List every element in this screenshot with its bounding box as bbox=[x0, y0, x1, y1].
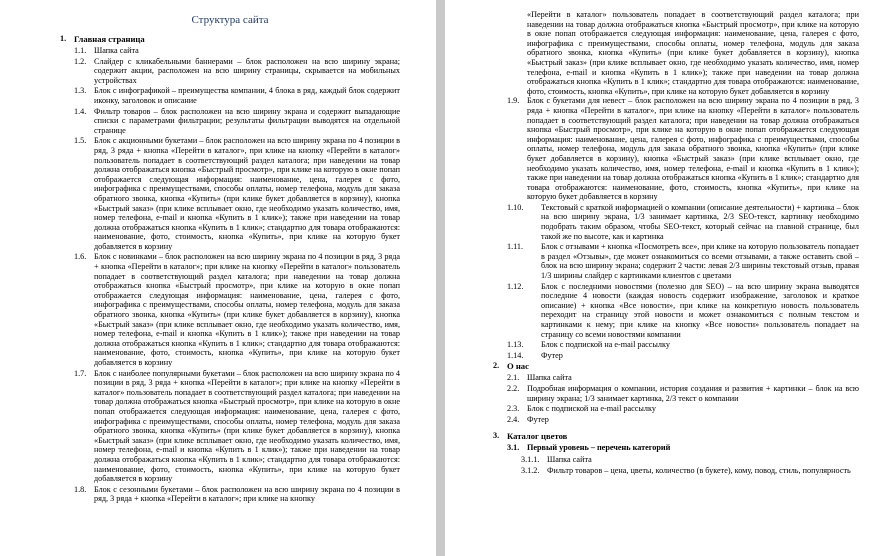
list-item bbox=[507, 384, 859, 403]
item-text: Шапка сайта bbox=[547, 454, 592, 464]
item-text: Главная страница bbox=[74, 34, 145, 44]
item-text: Фильтр товаров – блок расположен на всю ширину экрана и содержит выпадающие списки с параметрами фильтрации; результаты фильтрации выводятся на отдельной странице bbox=[94, 106, 400, 135]
item-text: Блок с подпиской на e-mail рассылку bbox=[541, 340, 670, 350]
item-text: Первый уровень – перечень категорий bbox=[527, 443, 671, 453]
list-item bbox=[74, 485, 400, 504]
left-page-body bbox=[60, 34, 400, 504]
item-text: Блок с последними новостями (полезно для SEO) – на всю ширину экрана выводятся последние 4 новости (каждая новость содержит изображение, заголовок и краткое описание) + кнопка «Все новости», при клике на конкретную новость пользователь переходит на страницу этой новости и может ознакомиться с полным текстом и картинками к нему; при клике на кнопку «Все новости» пользователь попадает на страницу со всеми новостями компании bbox=[541, 281, 859, 339]
section-heading bbox=[493, 361, 859, 372]
item-text: Блок с букетами для невест – блок расположен на всю ширину экрана по 4 позиции в ряд, 3 ряда + кнопка «Перейти в каталог», при клике на кнопку «Перейти в каталог» пользователь попадает в соответствующий раздел каталога; при наведении на товар должна отображаться кнопка «Быстрый просмотр», при клике на которую в окне попап отображается следующая информация: наименование, цена, галерея с фото, инфографика с преимуществами, способы оплаты, номер телефона, модуль для заказа обратного звонка, кнопка «Купить» (при клике букет добавляется в корзину), кнопка «Быстрый заказ» (при клике всплывает окно, где необходимо указать количество, имя, номер телефона, e-mail и кнопка «Купить в 1 клик»); также при наведении на товар должна отображаться кнопка «Купить в 1 клик»; стандартно для товара отображаются: наименование, фото, стоимость, кнопка «Купить», при клике на которую букет добавляется в корзину bbox=[527, 96, 859, 202]
item-text: Шапка сайта bbox=[94, 46, 139, 55]
item-number: 3.1. bbox=[507, 443, 520, 453]
list-subitem bbox=[521, 455, 859, 465]
page-gutter bbox=[436, 0, 445, 556]
item-text: Блок с сезонными букетами – блок расположен на всю ширину экрана по 4 позиции в ряд, 3 ряда + кнопка «Перейти в каталог»; при клике на кнопку bbox=[94, 484, 400, 504]
document-page-left bbox=[0, 0, 436, 556]
subsection-heading bbox=[507, 443, 859, 454]
item-number: 1.4. bbox=[74, 106, 87, 116]
section-heading bbox=[60, 34, 400, 45]
item-number: 1.7. bbox=[74, 368, 87, 378]
list-item bbox=[507, 340, 859, 350]
item-number: 2. bbox=[493, 361, 500, 371]
item-number: 1.6. bbox=[74, 252, 87, 262]
item-number: 2.4. bbox=[507, 414, 520, 424]
list-item bbox=[507, 96, 859, 202]
list-item bbox=[74, 369, 400, 484]
item-number: 1.12. bbox=[507, 281, 524, 291]
item-text: Подробная информация о компании, история создания и развития + картинки – блок на всю ширину экрана; 1/3 занимает картинка, 2/3 текст о компании bbox=[527, 383, 859, 403]
item-text: Слайдер с кликабельными баннерами – блок расположен на всю ширину экрана; содержит акции, расположен на всю ширину страницы, скрывается на мобильных устройствах bbox=[94, 56, 400, 85]
list-item bbox=[507, 404, 859, 414]
list-item bbox=[74, 46, 400, 56]
item-text: Блок с акционными букетами – блок расположен на всю ширину экрана по 4 позиции в ряд, 3 ряда + кнопка «Перейти в каталог», при клике на кнопку «Перейти в каталог» пользователь попадает в соответствующий раздел каталога; при наведении на товар должна отображаться кнопка «Быстрый просмотр», при клике на которую в окне попап отображается следующая информация: наименование, цена, галерея с фото, инфографика с преимуществами, способы оплаты, номер телефона, модуль для заказа обратного звонка, кнопка «Купить» (при клике букет добавляется в корзину), кнопка «Быстрый заказ» (при клике всплывает окно, где необходимо указать количество, имя, номер телефона, e-mail и кнопка «Купить в 1 клик»); также при наведении на товар должна отображаться кнопка «Купить в 1 клик»; стандартно для товара отображаются: наименование, фото, стоимость, кнопка «Купить», при клике на которую букет добавляется в корзину bbox=[94, 136, 400, 251]
document-title: Структура сайта bbox=[191, 14, 269, 26]
document-page-right bbox=[445, 0, 881, 556]
item-number: 2.3. bbox=[507, 404, 520, 414]
list-item bbox=[507, 282, 859, 340]
item-number: 3.1.2. bbox=[521, 465, 540, 475]
item-number: 1.9. bbox=[507, 96, 520, 106]
list-item bbox=[507, 203, 859, 241]
item-number: 1.10. bbox=[507, 202, 524, 212]
list-item bbox=[507, 415, 859, 425]
item-text: Фильтр товаров – цена, цветы, количество (в букете), кому, повод, стиль, популярность bbox=[547, 465, 851, 475]
item-number: 3. bbox=[493, 431, 500, 441]
item-text: Текстовый с краткой информацией о компании (описание деятельности) + картинка – блок на всю ширину экрана, 1/3 занимает картинка, 2/3 SEO-текст, картинку необходимо подобрать таким образом, чтобы SEO-текст, который сейчас на главной странице, был такой же по высоте, как и картинка bbox=[541, 202, 859, 241]
list-subitem bbox=[521, 466, 859, 476]
item-text: Каталог цветов bbox=[507, 431, 568, 442]
item-number: 1.2. bbox=[74, 56, 87, 66]
list-item bbox=[74, 252, 400, 367]
list-item bbox=[507, 242, 859, 280]
list-item bbox=[507, 351, 859, 361]
right-page-body bbox=[493, 10, 859, 475]
item-text: Блок с новинками – блок расположен на всю ширину экрана по 4 позиции в ряд, 3 ряда + кнопка «Перейти в каталог»; при клике на кнопку «Перейти в каталог» пользователь попадает в соответствующий раздел каталога; при наведении на товар должна отображаться кнопка «Быстрый просмотр», при клике на которую в окне попап отображается следующая информация: наименование, цена, галерея с фото, инфографика с преимуществами, способы оплаты, номер телефона, модуль для заказа обратного звонка, кнопка «Купить» (при клике букет добавляется в корзину), кнопка «Быстрый заказ» (при клике всплывает окно, где необходимо указать количество, имя, номер телефона, e-mail и кнопка «Купить в 1 клик»); также при наведении на товар должна отображаться кнопка «Купить в 1 клик»; стандартно для товара отображаются: наименование, фото, стоимость, кнопка «Купить», при клике на которую букет добавляется в корзину bbox=[94, 252, 400, 367]
item-text: О нас bbox=[507, 361, 529, 372]
list-item bbox=[74, 136, 400, 251]
item-text: Шапка сайта bbox=[527, 373, 572, 383]
section-heading bbox=[493, 431, 859, 442]
item-number: 1.13. bbox=[507, 340, 524, 350]
item-text: Блок с отзывами + кнопка «Посмотреть все», при клике на которую пользователь попадает в раздел «Отзывы», где может ознакомиться со всеми отзывами, а также оставить свой – блок на всю ширину экрана; содержит 2 части: левая 2/3 ширины текстовый отзыв, правая 1/3 ширины слайдер с картинками клиентов с цветами bbox=[541, 242, 859, 281]
item-text: Футер bbox=[527, 414, 549, 424]
item-text: Блок с инфографикой – преимущества компании, 4 блока в ряд, каждый блок содержит иконку, заголовок и описание bbox=[94, 86, 400, 105]
item-text: Блок с подпиской на e-mail рассылку bbox=[527, 404, 656, 414]
item-number: 3.1.1. bbox=[521, 454, 540, 464]
item-number: 1.5. bbox=[74, 136, 87, 146]
item-number: 1.8. bbox=[74, 484, 87, 494]
item-number: 1.11. bbox=[507, 242, 524, 252]
list-item bbox=[507, 373, 859, 383]
item-number: 1.3. bbox=[74, 86, 87, 96]
list-item bbox=[74, 86, 400, 105]
item-text: Футер bbox=[541, 350, 563, 360]
item-number: 2.2. bbox=[507, 383, 520, 393]
item-number: 1.14. bbox=[507, 350, 524, 360]
item-number: 1. bbox=[60, 34, 67, 43]
item-text: Блок с наиболее популярными букетами – блок расположен на всю ширину экрана по 4 позиции в ряд, 3 ряда + кнопка «Перейти в каталог»; при клике на кнопку «Перейти в каталог» пользователь попадает в соответствующий раздел каталога; при наведении на товар должна отображаться кнопка «Быстрый просмотр», при клике на которую в окне попап отображается следующая информация: наименование, цена, галерея с фото, инфографика с преимуществами, способы оплаты, номер телефона, модуль для заказа обратного звонка, кнопка «Купить» (при клике букет добавляется в корзину), кнопка «Быстрый заказ» (при клике всплывает окно, где необходимо указать количество, имя, номер телефона, e-mail и кнопка «Купить в 1 клик»); также при наведении на товар должна отображаться кнопка «Купить в 1 клик»; стандартно для товара отображаются: наименование, фото, стоимость, кнопка «Купить», при клике на которую букет добавляется в корзину bbox=[94, 368, 400, 484]
list-item bbox=[74, 57, 400, 86]
item-number: 2.1. bbox=[507, 373, 520, 383]
item-number: 1.1. bbox=[74, 46, 87, 55]
list-item bbox=[74, 107, 400, 136]
list-item-continuation: «Перейти в каталог» пользователь попадает в соответствующий раздел каталога; при наведении на товар должна отображаться кнопка «Быстрый просмотр», при клике на которую в окне попап отображается следующая информация: наименование, цена, галерея с фото, инфографика с преимуществами, способы оплаты, номер телефона, модуль для заказа обратного звонка, кнопка «Купить» (при клике букет добавляется в корзину), кнопка «Быстрый заказ» (при клике всплывает окно, где необходимо указать количество, имя, номер телефона, e-mail и кнопка «Купить в 1 клик»); также при наведении на товар должна отображаться кнопка «Купить в 1 клик»; стандартно для товара отображаются: наименование, фото, стоимость, кнопка «Купить», при клике на которую букет добавляется в корзину bbox=[527, 10, 859, 96]
